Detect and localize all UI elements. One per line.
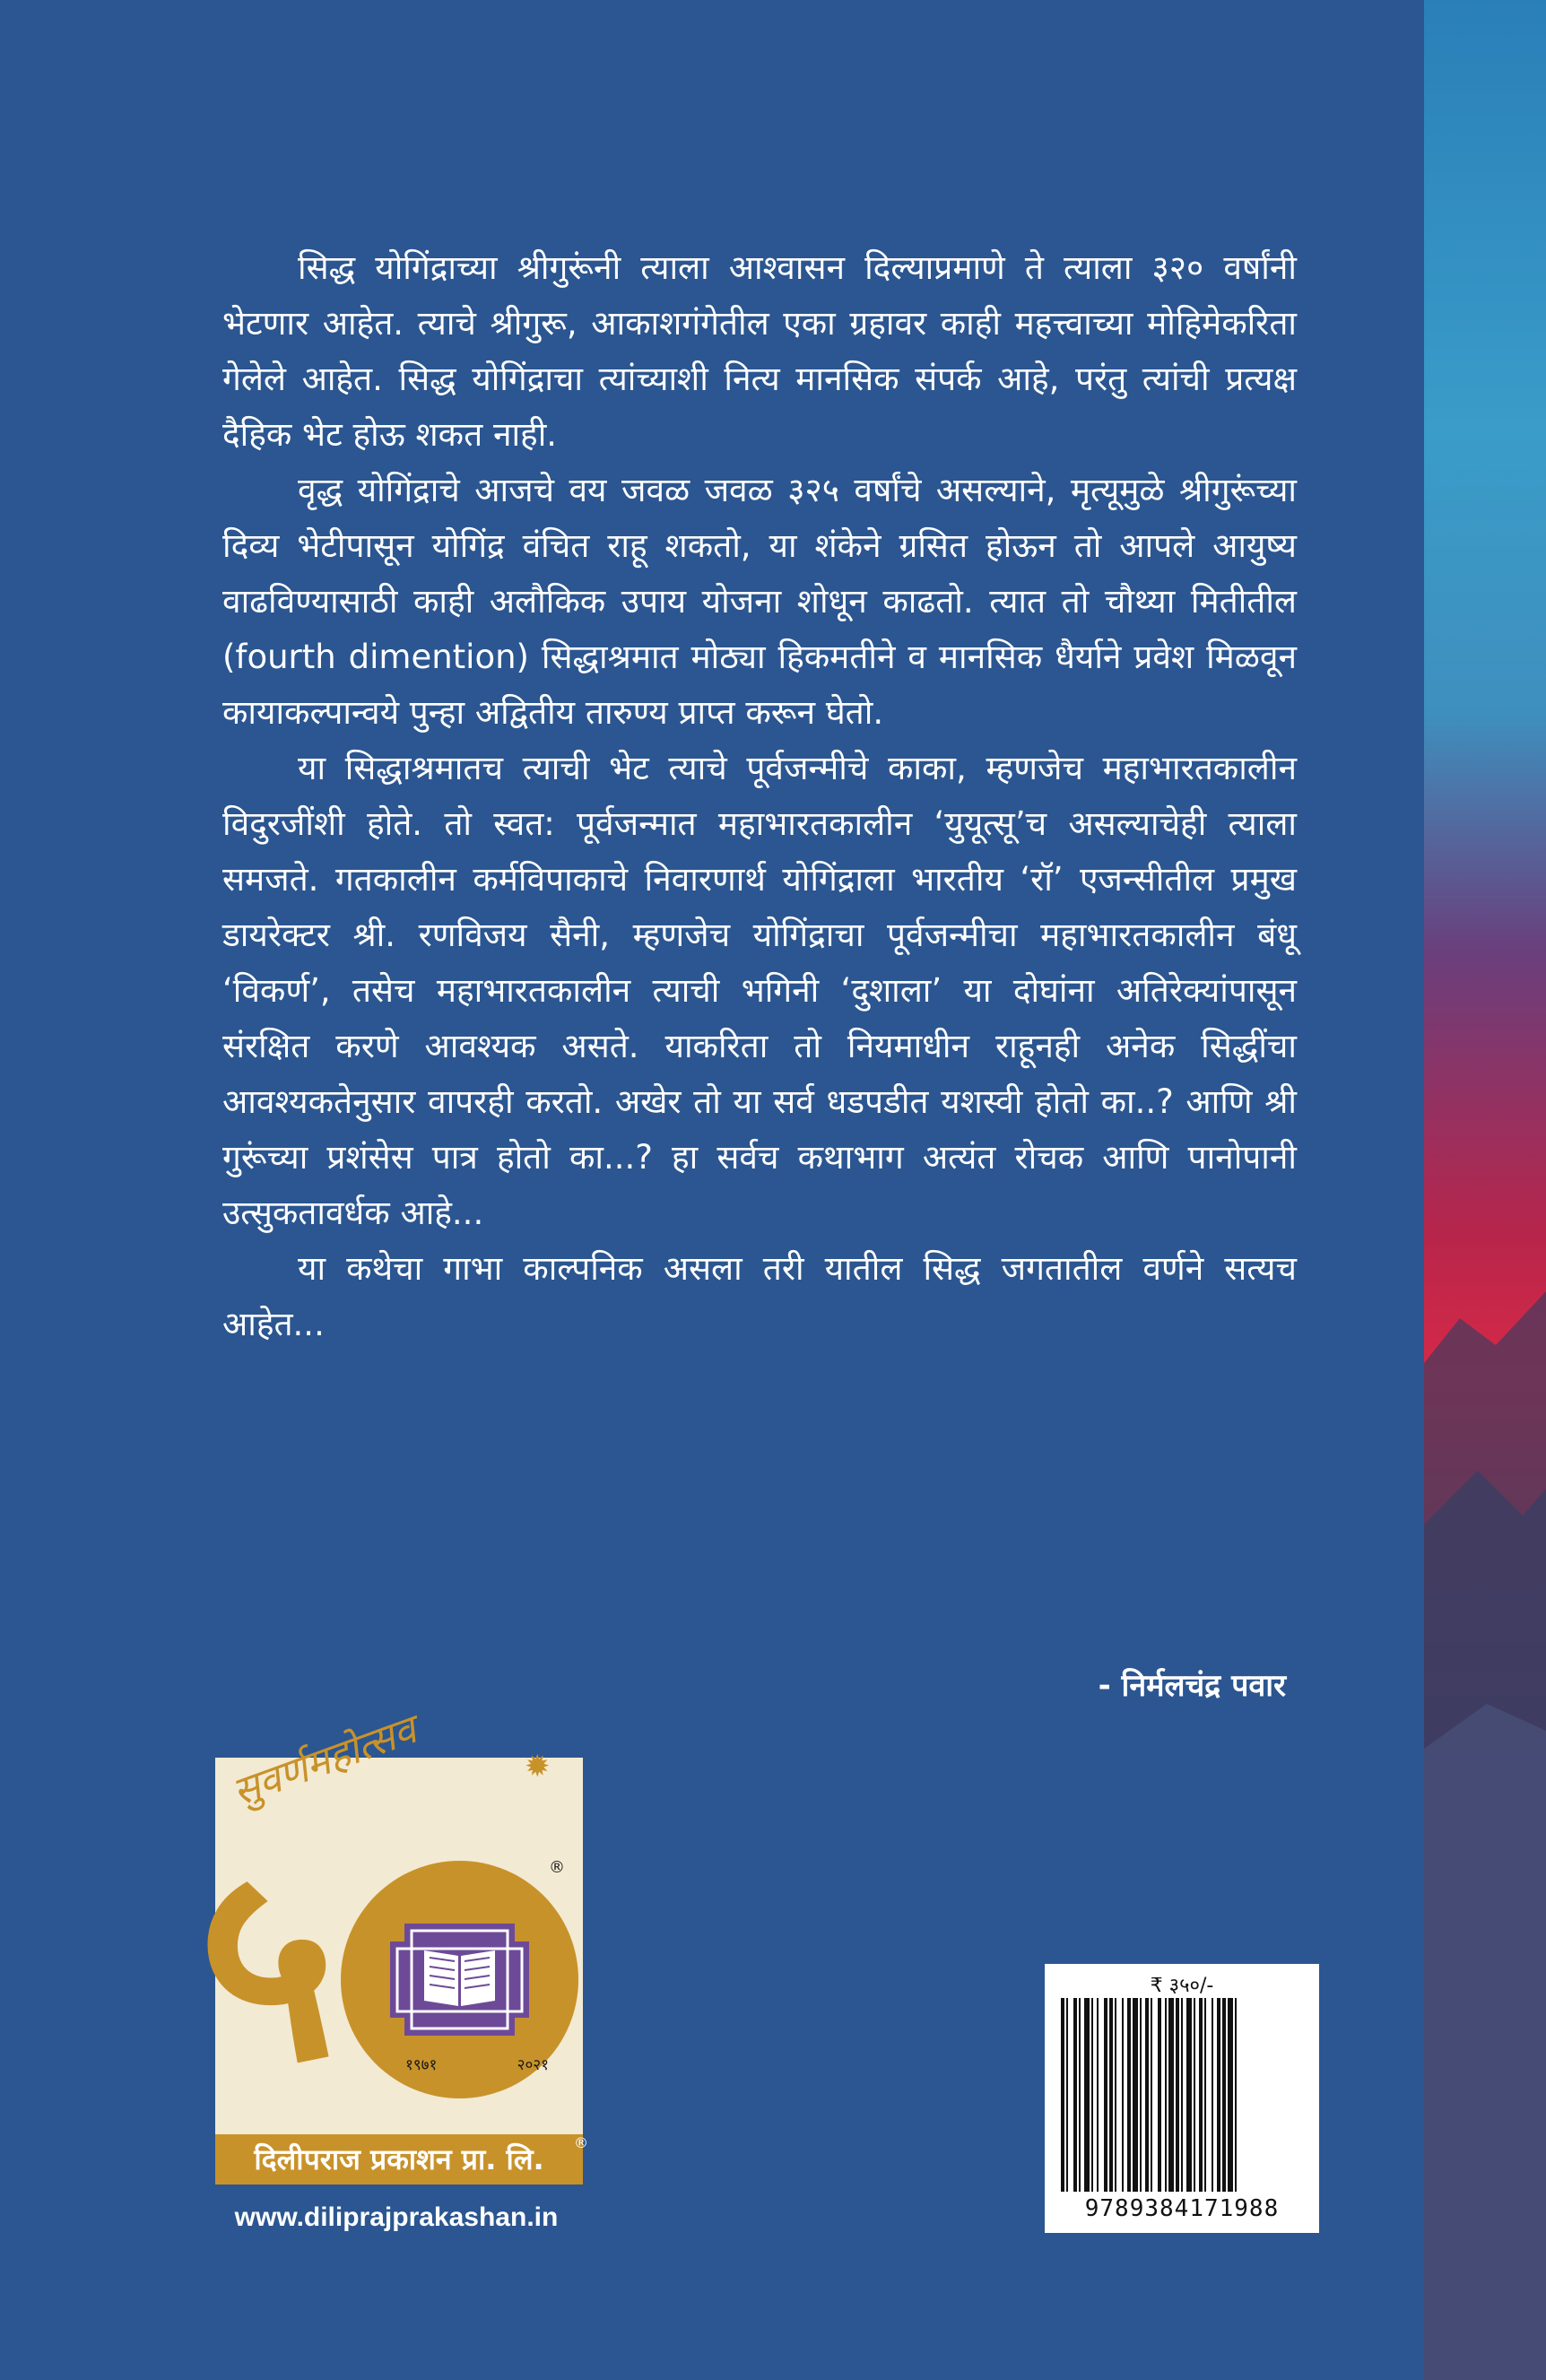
isbn-barcode bbox=[1045, 1964, 1319, 2233]
isbn-number: 9789384171988 bbox=[1084, 2195, 1280, 2222]
blurb-paragraph: वृद्ध योगिंद्राचे आजचे वय जवळ जवळ ३२५ वर्षांचे असल्याने, मृत्यूमुळे श्रीगुरूंच्या दिव्य भेटीपासून योगिंद्र वंचित राहू शकतो, या शंकेने ग्रसित होऊन तो आपले आयुष्य वाढविण्यासाठी काही अलौकिक उपाय योजना शोधून काढतो. त्यात तो चौथ्या मितीतील (fourth dimention) सिद्धाश्रमात मोठ्या हिकमतीने व मानसिक धैर्याने प्रवेश मिळवून कायाकल्पान्वये पुन्हा अद्वितीय तारुण्य प्राप्त करून घेतो. bbox=[222, 471, 1297, 732]
publisher-logo bbox=[197, 1707, 588, 2215]
golden-jubilee-script: सुवर्णमहोत्सव bbox=[226, 1707, 422, 1816]
star-icon: ✹ bbox=[525, 1749, 551, 1785]
year-start: १९७१ bbox=[405, 2056, 438, 2074]
fifty-numeral: ५ bbox=[197, 1807, 337, 2120]
price-label: ₹ ३५०/- bbox=[1150, 1975, 1214, 1997]
mountain-silhouette bbox=[1424, 0, 1546, 2380]
barcode-icon bbox=[1057, 1998, 1307, 2192]
jubilee-years bbox=[405, 2054, 549, 2074]
registered-mark: ® bbox=[549, 1858, 565, 1877]
year-end: २०२१ bbox=[517, 2056, 549, 2074]
blurb-paragraph: या सिद्धाश्रमातच त्याची भेट त्याचे पूर्वजन्मीचे काका, म्हणजेच महाभारतकालीन विदुरजींशी होते. तो स्वत: पूर्वजन्मात महाभारतकालीन ‘युयूत्सू’च असल्याचेही त्याला समजते. गतकालीन कर्मविपाकाचे निवारणार्थ योगिंद्राला भारतीय ‘रॉ’ एजन्सीतील प्रमुख डायरेक्टर श्री. रणविजय सैनी, म्हणजेच योगिंद्राचा पूर्वजन्मीचा महाभारतकालीन बंधू ‘विकर्ण’, तसेच महाभारतकालीन त्याची भगिनी ‘दुशाला’ या दोघांना अतिरेक्यांपासून संरक्षित करणे आवश्यक असते. याकरिता तो नियमाधीन राहूनही अनेक सिद्धींचा आवश्यकतेनुसार वापरही करतो. अखेर तो या सर्व धडपडीत यशस्वी होतो का..? आणि श्री गुरूंच्या प्रशंसेस पात्र होतो का...? हा सर्वच कथाभाग अत्यंत रोचक आणि पानोपानी उत्सुकतावर्धक आहे... bbox=[222, 749, 1297, 1232]
book-icon bbox=[390, 1924, 529, 2036]
cover-art-edge bbox=[1424, 0, 1546, 2380]
blurb-text bbox=[222, 240, 1297, 1352]
registered-mark: ® bbox=[574, 2134, 588, 2151]
author-signature: - निर्मलचंद्र पवार bbox=[1098, 1668, 1286, 1704]
publisher-website: www.diliprajprakashan.in bbox=[234, 2202, 559, 2232]
blurb-paragraph: सिद्ध योगिंद्राच्या श्रीगुरूंनी त्याला आश्वासन दिल्याप्रमाणे ते त्याला ३२० वर्षांनी भेटणार आहेत. त्याचे श्रीगुरू, आकाशगंगेतील एका ग्रहावर काही महत्त्वाच्या मोहिमेकरिता गेलेले आहेत. सिद्ध योगिंद्राचा त्यांच्याशी नित्य मानसिक संपर्क आहे, परंतु त्यांची प्रत्यक्ष दैहिक भेट होऊ शकत नाही. bbox=[222, 248, 1297, 454]
publisher-name: दिलीपराज प्रकाशन प्रा. लि. bbox=[215, 2134, 583, 2185]
blurb-paragraph: या कथेचा गाभा काल्पनिक असला तरी यातील सिद्ध जगतातील वर्णने सत्यच आहेत... bbox=[222, 1249, 1297, 1343]
